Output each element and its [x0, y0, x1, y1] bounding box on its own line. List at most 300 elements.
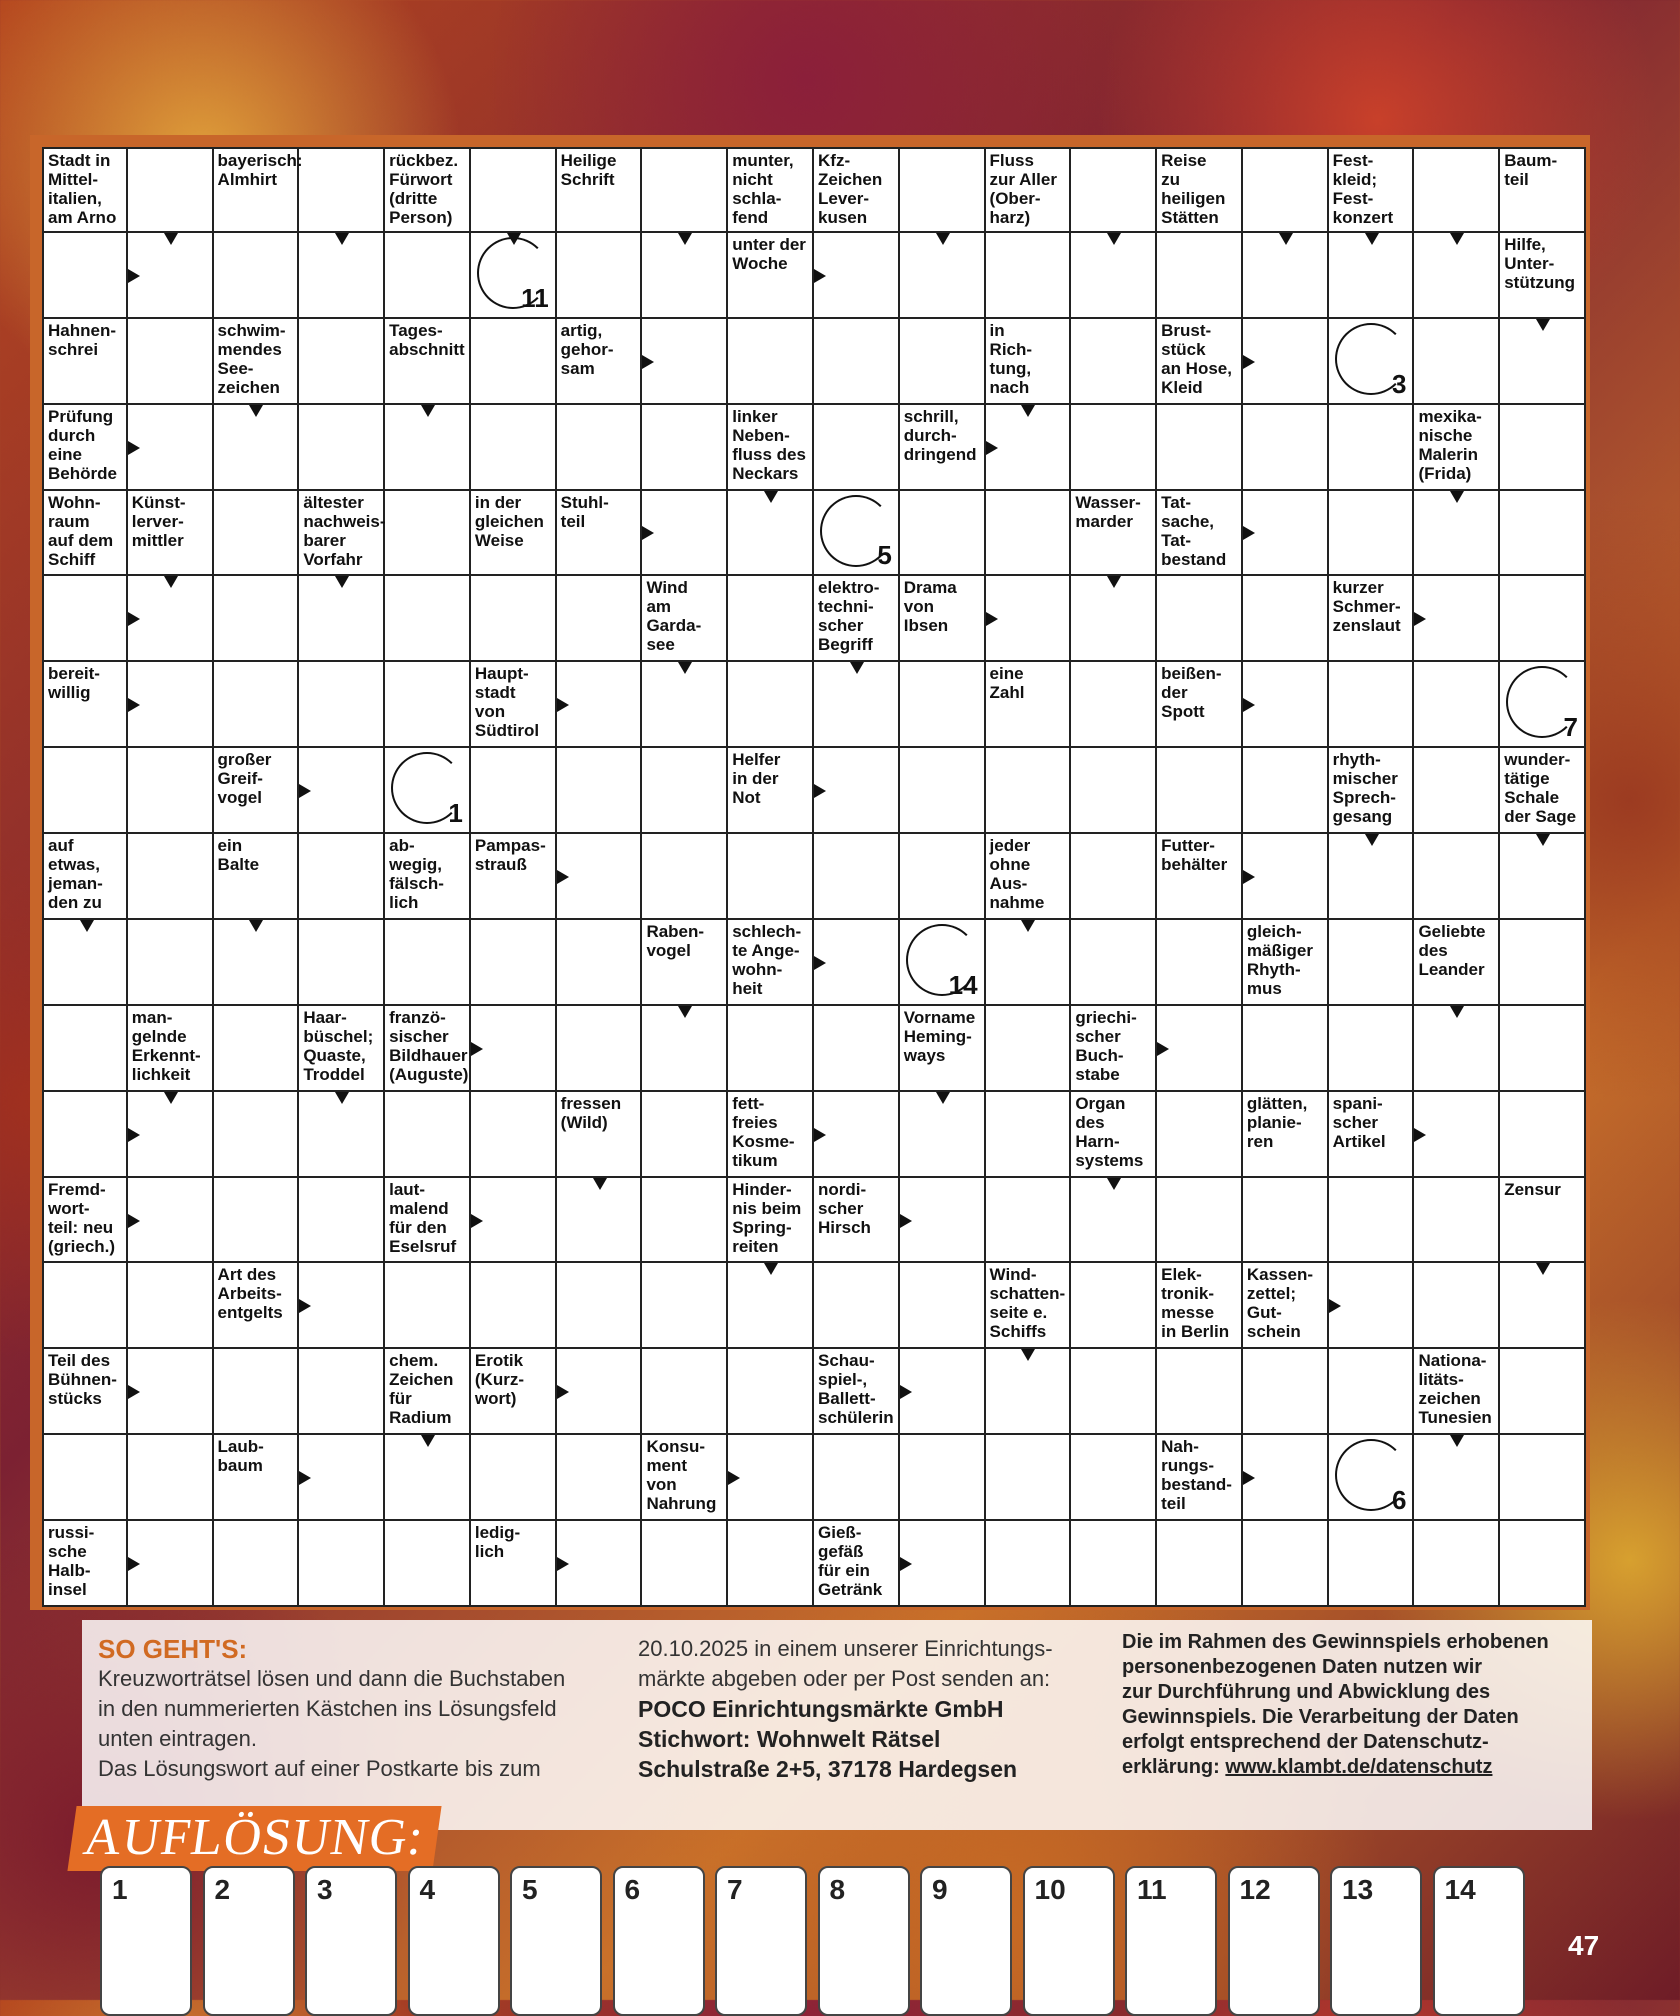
answer-cell[interactable]	[42, 748, 128, 834]
answer-cell[interactable]	[642, 405, 728, 491]
answer-cell[interactable]	[1071, 576, 1157, 662]
answer-cell[interactable]	[1071, 233, 1157, 319]
answer-cell[interactable]	[385, 491, 471, 577]
clue-text: bayerisch: Almhirt	[217, 151, 303, 189]
clue-cell	[214, 147, 303, 233]
answer-cell[interactable]	[1414, 1263, 1500, 1349]
answer-cell[interactable]	[1157, 405, 1243, 491]
clue-cell	[900, 576, 986, 662]
answer-cell[interactable]	[471, 576, 557, 662]
answer-cell[interactable]	[214, 491, 300, 577]
clue-text: Stuhl- teil	[560, 492, 609, 531]
clue-cell	[728, 405, 814, 491]
answer-cell[interactable]	[728, 662, 814, 748]
answer-cell[interactable]	[728, 1435, 814, 1521]
answer-cell[interactable]	[1243, 405, 1329, 491]
clue-cell	[728, 233, 814, 319]
answer-cell[interactable]	[1500, 491, 1586, 577]
answer-cell[interactable]	[1500, 319, 1586, 405]
answer-cell[interactable]	[299, 1263, 385, 1349]
answer-cell[interactable]	[1500, 1349, 1586, 1435]
answer-cell[interactable]	[814, 834, 900, 920]
answer-cell[interactable]	[1243, 748, 1329, 834]
answer-cell[interactable]	[1500, 576, 1586, 662]
answer-cell[interactable]	[557, 405, 643, 491]
answer-cell[interactable]	[214, 576, 300, 662]
answer-cell[interactable]	[128, 1263, 214, 1349]
clue-cell	[1500, 748, 1586, 834]
clue-text: fett- freies Kosme- tikum	[732, 1093, 795, 1170]
clue-cell	[299, 491, 385, 577]
answer-cell[interactable]	[900, 1349, 986, 1435]
answer-cell[interactable]	[1157, 748, 1243, 834]
answer-cell[interactable]	[1071, 834, 1157, 920]
clue-cell	[900, 147, 986, 233]
answer-cell[interactable]	[299, 233, 385, 319]
answer-cell[interactable]	[1500, 920, 1586, 1006]
answer-cell[interactable]	[814, 319, 900, 405]
clue-text: nordi- scher Hirsch	[818, 1179, 871, 1237]
answer-cell[interactable]	[814, 405, 900, 491]
clue-text: chem. Zeichen für Radium	[389, 1351, 454, 1428]
answer-cell[interactable]	[986, 1435, 1072, 1521]
answer-cell[interactable]	[471, 1178, 557, 1264]
answer-cell[interactable]	[385, 576, 471, 662]
answer-cell[interactable]	[1500, 1006, 1586, 1092]
answer-cell[interactable]	[728, 834, 814, 920]
answer-cell[interactable]	[214, 1178, 300, 1264]
answer-cell[interactable]	[128, 748, 214, 834]
answer-cell[interactable]	[128, 233, 214, 319]
answer-cell[interactable]	[1500, 1092, 1586, 1178]
clue-cell	[900, 1006, 986, 1092]
clue-cell	[42, 1349, 128, 1435]
answer-cell[interactable]	[557, 1178, 643, 1264]
answer-cell[interactable]	[814, 1263, 900, 1349]
answer-cell[interactable]	[1071, 748, 1157, 834]
clue-text: Drama von Ibsen	[903, 578, 957, 636]
answer-cell[interactable]	[214, 1521, 300, 1607]
answer-cell[interactable]	[128, 1092, 214, 1178]
clue-text: Kassen- zettel; Gut- schein	[1246, 1265, 1314, 1342]
answer-cell[interactable]	[1500, 1435, 1586, 1521]
clue-cell	[42, 1178, 128, 1264]
clue-cell	[42, 1092, 128, 1178]
answer-cell[interactable]	[642, 662, 728, 748]
solution-box-number: 1	[112, 1874, 128, 1905]
solution-box[interactable]	[920, 1866, 1012, 2016]
answer-cell[interactable]	[385, 1521, 471, 1607]
answer-cell[interactable]	[1243, 1435, 1329, 1521]
answer-cell[interactable]	[728, 491, 814, 577]
answer-cell[interactable]	[1071, 405, 1157, 491]
answer-cell[interactable]	[385, 920, 471, 1006]
answer-cell[interactable]	[1243, 1349, 1329, 1435]
solution-box[interactable]	[1433, 1866, 1525, 2016]
solution-box[interactable]	[510, 1866, 602, 2016]
answer-cell[interactable]	[1071, 1435, 1157, 1521]
answer-cell[interactable]	[128, 405, 214, 491]
solution-label: AUFLÖSUNG:	[67, 1806, 442, 1871]
answer-cell[interactable]	[642, 834, 728, 920]
answer-cell[interactable]	[557, 1263, 643, 1349]
answer-cell[interactable]	[642, 1006, 728, 1092]
answer-cell[interactable]	[1414, 576, 1500, 662]
answer-cell[interactable]	[986, 491, 1072, 577]
clue-text: Helfer in der Not	[732, 750, 781, 808]
answer-cell[interactable]	[214, 233, 300, 319]
answer-cell[interactable]	[214, 1006, 300, 1092]
answer-cell[interactable]	[1157, 233, 1243, 319]
answer-cell[interactable]	[1414, 491, 1500, 577]
solution-number: 6	[1391, 1485, 1407, 1516]
answer-cell[interactable]	[128, 1521, 214, 1607]
clue-cell	[471, 147, 557, 233]
answer-cell[interactable]	[214, 662, 300, 748]
answer-cell[interactable]	[900, 834, 986, 920]
answer-cell[interactable]	[728, 576, 814, 662]
answer-cell[interactable]	[471, 405, 557, 491]
answer-cell[interactable]	[385, 1263, 471, 1349]
answer-cell[interactable]	[1329, 405, 1415, 491]
answer-cell[interactable]	[986, 1178, 1072, 1264]
answer-cell[interactable]	[1500, 834, 1586, 920]
clue-cell	[986, 319, 1072, 405]
answer-cell[interactable]	[214, 1092, 300, 1178]
answer-cell[interactable]	[299, 1178, 385, 1264]
clue-text: Vorname Heming- ways	[903, 1007, 976, 1065]
clue-text: Geliebte des Leander	[1418, 921, 1486, 979]
answer-cell[interactable]	[1157, 576, 1243, 662]
answer-cell[interactable]	[557, 1521, 643, 1607]
answer-cell[interactable]	[1243, 834, 1329, 920]
answer-cell[interactable]	[1500, 1521, 1586, 1607]
answer-cell[interactable]	[814, 748, 900, 834]
clue-text: Hahnen- schrei	[48, 320, 116, 359]
clue-cell	[42, 1521, 128, 1607]
clue-text: Wohn- raum auf dem Schiff	[48, 492, 114, 569]
answer-cell[interactable]	[471, 1006, 557, 1092]
solution-box[interactable]	[613, 1866, 705, 2016]
answer-cell[interactable]	[814, 920, 900, 1006]
answer-cell[interactable]	[986, 1092, 1072, 1178]
answer-cell[interactable]	[642, 1263, 728, 1349]
clue-cell	[42, 233, 128, 319]
answer-cell[interactable]	[128, 834, 214, 920]
answer-cell[interactable]	[1243, 233, 1329, 319]
answer-cell[interactable]	[1243, 491, 1329, 577]
answer-cell[interactable]	[1071, 1178, 1157, 1264]
answer-cell[interactable]	[385, 233, 471, 319]
answer-cell[interactable]	[128, 1349, 214, 1435]
answer-cell[interactable]	[1414, 1006, 1500, 1092]
answer-cell[interactable]	[900, 1521, 986, 1607]
answer-cell[interactable]	[42, 920, 128, 1006]
clue-cell	[1329, 147, 1415, 233]
answer-cell[interactable]	[986, 920, 1072, 1006]
answer-cell[interactable]	[986, 1521, 1072, 1607]
answer-cell[interactable]	[642, 1521, 728, 1607]
answer-cell[interactable]	[986, 233, 1072, 319]
answer-cell[interactable]	[299, 920, 385, 1006]
clue-text: russi- sche Halb- insel	[48, 1523, 95, 1600]
clue-cell	[1157, 1263, 1243, 1349]
solution-box-number: 7	[727, 1874, 743, 1905]
clue-cell	[42, 405, 128, 491]
answer-cell[interactable]	[557, 834, 643, 920]
answer-cell[interactable]	[385, 662, 471, 748]
answer-cell[interactable]	[900, 748, 986, 834]
answer-cell[interactable]	[471, 319, 557, 405]
solution-box[interactable]	[305, 1866, 397, 2016]
answer-cell[interactable]	[1414, 834, 1500, 920]
answer-cell[interactable]	[642, 319, 728, 405]
clue-cell	[1329, 1092, 1415, 1178]
answer-cell[interactable]	[128, 576, 214, 662]
answer-cell[interactable]	[1243, 1521, 1329, 1607]
answer-cell[interactable]	[299, 1092, 385, 1178]
answer-cell[interactable]	[299, 405, 385, 491]
answer-cell[interactable]	[1071, 1263, 1157, 1349]
answer-cell[interactable]	[1157, 1006, 1243, 1092]
instructions-title: SO GEHT'S:	[98, 1634, 248, 1664]
answer-cell[interactable]	[986, 576, 1072, 662]
answer-cell[interactable]	[900, 1263, 986, 1349]
answer-cell[interactable]	[642, 748, 728, 834]
solution-box-number: 12	[1239, 1874, 1271, 1905]
answer-cell[interactable]	[1071, 319, 1157, 405]
answer-cell[interactable]	[1500, 1263, 1586, 1349]
clue-cell	[1500, 147, 1586, 233]
solution-box-number: 13	[1342, 1874, 1374, 1905]
answer-cell[interactable]	[814, 1435, 900, 1521]
clue-text: Futter- behälter	[1161, 836, 1228, 875]
answer-cell[interactable]	[214, 405, 300, 491]
clue-text: großer Greif- vogel	[217, 750, 272, 808]
answer-cell[interactable]	[557, 748, 643, 834]
clue-cell	[1243, 1263, 1329, 1349]
answer-cell[interactable]	[1071, 1349, 1157, 1435]
clue-cell	[42, 147, 128, 233]
answer-cell[interactable]	[128, 1178, 214, 1264]
answer-cell[interactable]	[471, 920, 557, 1006]
answer-cell[interactable]	[1157, 1349, 1243, 1435]
answer-cell[interactable]	[299, 834, 385, 920]
answer-cell[interactable]	[986, 405, 1072, 491]
answer-cell[interactable]	[385, 1435, 471, 1521]
answer-cell[interactable]	[728, 1263, 814, 1349]
clue-cell	[214, 319, 300, 405]
answer-cell[interactable]	[986, 1349, 1072, 1435]
solution-box[interactable]	[100, 1866, 192, 2016]
answer-cell[interactable]	[1329, 662, 1415, 748]
clue-text: ledig- lich	[474, 1523, 521, 1562]
answer-cell[interactable]	[642, 1349, 728, 1435]
clue-cell	[471, 1349, 557, 1435]
clue-text: schlech- te Ange- wohn- heit	[732, 921, 802, 998]
answer-cell[interactable]	[1329, 1178, 1415, 1264]
answer-cell[interactable]	[557, 1349, 643, 1435]
clue-cell	[728, 147, 814, 233]
solution-box[interactable]	[1125, 1866, 1217, 2016]
clue-cell	[1157, 834, 1243, 920]
answer-cell[interactable]	[1157, 1092, 1243, 1178]
answer-cell[interactable]	[1071, 662, 1157, 748]
answer-cell[interactable]	[642, 491, 728, 577]
answer-cell[interactable]	[557, 1435, 643, 1521]
answer-cell[interactable]	[471, 1263, 557, 1349]
clue-text: fressen (Wild)	[560, 1093, 622, 1132]
answer-cell[interactable]	[1329, 920, 1415, 1006]
answer-cell[interactable]	[900, 662, 986, 748]
clue-cell	[42, 576, 128, 662]
clue-cell	[728, 920, 814, 1006]
answer-cell[interactable]	[42, 1435, 128, 1521]
answer-cell[interactable]	[557, 233, 643, 319]
answer-cell[interactable]	[1329, 1521, 1415, 1607]
clue-text: bereit- willig	[48, 664, 100, 703]
answer-cell[interactable]	[986, 748, 1072, 834]
answer-cell[interactable]	[1329, 1006, 1415, 1092]
answer-cell[interactable]	[128, 319, 214, 405]
answer-cell[interactable]	[1414, 319, 1500, 405]
clue-cell	[1157, 147, 1243, 233]
answer-cell[interactable]	[299, 662, 385, 748]
clue-text: Zensur	[1504, 1179, 1561, 1199]
answer-cell[interactable]	[1500, 405, 1586, 491]
answer-cell[interactable]	[900, 1178, 986, 1264]
clue-text: Art des Arbeits- entgelts	[217, 1265, 283, 1323]
answer-cell[interactable]	[299, 1435, 385, 1521]
clue-text: Fremd- wort- teil: neu (griech.)	[48, 1179, 116, 1256]
answer-cell[interactable]	[900, 491, 986, 577]
answer-cell[interactable]	[42, 1263, 128, 1349]
answer-cell[interactable]	[1329, 491, 1415, 577]
answer-cell[interactable]	[728, 319, 814, 405]
answer-cell[interactable]	[1329, 233, 1415, 319]
answer-cell[interactable]	[385, 405, 471, 491]
answer-cell[interactable]	[814, 662, 900, 748]
clue-text: eine Zahl	[989, 664, 1025, 703]
answer-cell[interactable]	[1243, 319, 1329, 405]
answer-cell[interactable]	[299, 319, 385, 405]
answer-cell[interactable]	[728, 1006, 814, 1092]
solution-box[interactable]	[203, 1866, 295, 2016]
answer-cell[interactable]	[1414, 1435, 1500, 1521]
answer-cell[interactable]	[1414, 233, 1500, 319]
answer-cell[interactable]	[728, 1349, 814, 1435]
answer-cell[interactable]	[1414, 1178, 1500, 1264]
answer-cell[interactable]	[42, 1006, 128, 1092]
answer-cell[interactable]	[1243, 1006, 1329, 1092]
clue-cell	[214, 1435, 300, 1521]
clue-text: Heilige Schrift	[560, 151, 617, 189]
answer-cell[interactable]	[1071, 1521, 1157, 1607]
solution-box[interactable]	[818, 1866, 910, 2016]
instructions-address: POCO Einrichtungsmärkte GmbH Stichwort: Wohnwelt Rätsel Schulstraße 2+5, 37178 Hardegsen	[638, 1696, 1018, 1782]
answer-cell[interactable]	[299, 748, 385, 834]
answer-cell[interactable]	[557, 662, 643, 748]
clue-text: Hinder- nis beim Spring- reiten	[732, 1179, 802, 1256]
clue-text: Fluss zur Aller (Ober- harz)	[989, 151, 1057, 227]
clue-text: Brust- stück an Hose, Kleid	[1161, 320, 1232, 397]
answer-cell[interactable]	[128, 662, 214, 748]
clue-cell	[214, 834, 300, 920]
clue-text: Stadt in Mittel- italien, am Arno	[48, 151, 117, 227]
answer-cell[interactable]	[1157, 920, 1243, 1006]
answer-cell[interactable]	[1414, 662, 1500, 748]
answer-cell[interactable]	[128, 920, 214, 1006]
clue-text: rhyth- mischer Sprech- gesang	[1332, 750, 1398, 827]
answer-cell[interactable]	[1414, 748, 1500, 834]
answer-cell[interactable]	[642, 1178, 728, 1264]
answer-cell[interactable]	[557, 1006, 643, 1092]
answer-cell[interactable]	[214, 920, 300, 1006]
clue-text: Teil des Bühnen- stücks	[48, 1351, 117, 1409]
answer-cell[interactable]	[1329, 1263, 1415, 1349]
clue-cell	[1071, 1092, 1157, 1178]
answer-cell[interactable]	[471, 748, 557, 834]
answer-cell[interactable]	[1243, 576, 1329, 662]
answer-cell[interactable]	[214, 1349, 300, 1435]
answer-cell[interactable]	[299, 1349, 385, 1435]
answer-cell[interactable]	[814, 1006, 900, 1092]
solution-box[interactable]	[715, 1866, 807, 2016]
answer-cell[interactable]	[1243, 662, 1329, 748]
answer-cell[interactable]	[471, 1435, 557, 1521]
answer-cell[interactable]	[900, 1092, 986, 1178]
clue-text: Prüfung durch eine Behörde	[48, 406, 117, 483]
solution-box[interactable]	[1228, 1866, 1320, 2016]
solution-box[interactable]	[1023, 1866, 1115, 2016]
answer-cell[interactable]	[1414, 1092, 1500, 1178]
answer-cell[interactable]	[1157, 1178, 1243, 1264]
answer-cell[interactable]	[471, 1092, 557, 1178]
answer-cell[interactable]	[128, 1435, 214, 1521]
answer-cell[interactable]	[900, 1435, 986, 1521]
answer-cell[interactable]	[642, 1092, 728, 1178]
clue-cell	[1071, 1006, 1157, 1092]
answer-cell[interactable]	[728, 1521, 814, 1607]
answer-cell[interactable]	[986, 1006, 1072, 1092]
solution-box[interactable]	[1330, 1866, 1422, 2016]
answer-cell[interactable]	[299, 576, 385, 662]
clue-text: in der gleichen Weise	[474, 492, 544, 550]
answer-cell[interactable]	[900, 319, 986, 405]
solution-box[interactable]	[408, 1866, 500, 2016]
clue-text: Tages- abschnitt	[389, 320, 465, 359]
answer-cell[interactable]	[299, 1521, 385, 1607]
answer-cell[interactable]	[900, 233, 986, 319]
answer-cell[interactable]	[1329, 834, 1415, 920]
clue-text: schrill, durch- dringend	[903, 406, 977, 464]
clue-cell	[642, 1435, 728, 1521]
answer-cell[interactable]	[1071, 920, 1157, 1006]
answer-cell[interactable]	[557, 920, 643, 1006]
answer-cell[interactable]	[1329, 1349, 1415, 1435]
privacy-link[interactable]: www.klambt.de/datenschutz	[1225, 1756, 1493, 1778]
answer-cell[interactable]	[642, 233, 728, 319]
answer-cell[interactable]	[1414, 1521, 1500, 1607]
answer-cell[interactable]	[1243, 1178, 1329, 1264]
answer-cell[interactable]	[814, 233, 900, 319]
answer-cell[interactable]	[557, 576, 643, 662]
instructions-text: Kreuzworträtsel lösen und dann die Buchstaben in den nummerierten Kästchen ins Lösungsfeld unten eintragen. Das Lösungswort auf einer Postkarte bis zum	[98, 1666, 566, 1781]
clue-cell	[557, 1092, 643, 1178]
answer-cell[interactable]	[1157, 1521, 1243, 1607]
answer-cell[interactable]	[814, 1092, 900, 1178]
answer-cell[interactable]	[385, 1092, 471, 1178]
